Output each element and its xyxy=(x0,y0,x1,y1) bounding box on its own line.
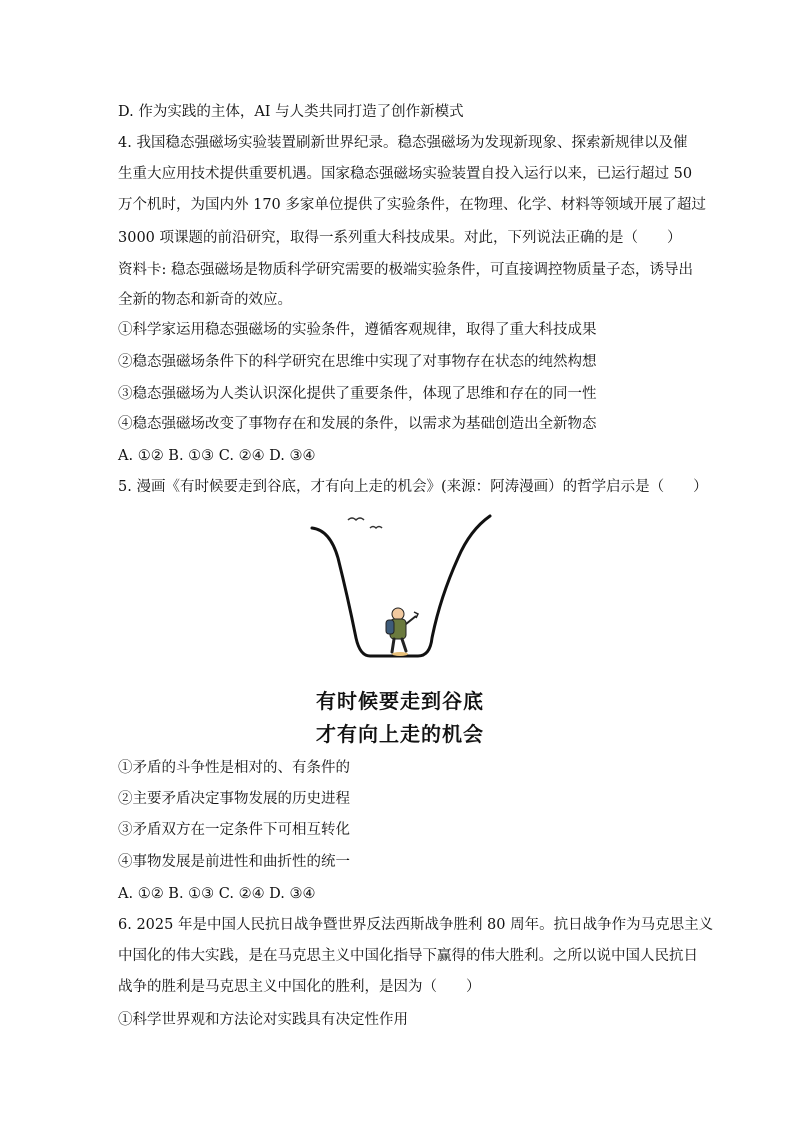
info-card-line-1: 资料卡: 稳态强磁场是物质科学研究需要的极端实验条件，可直接调控物质量子态，诱导出 xyxy=(118,262,693,278)
q5-statement-1: ①矛盾的斗争性是相对的、有条件的 xyxy=(118,760,350,776)
question-4-line-1: 4. 我国稳态强磁场实验装置刷新世界纪录。稳态强磁场为发现新现象、探索新规律以及催 xyxy=(118,135,688,151)
option-d-text: D. 作为实践的主体，AI 与人类共同打造了创作新模式 xyxy=(118,104,464,120)
q5-statement-3: ③矛盾双方在一定条件下可相互转化 xyxy=(118,822,350,838)
q5-answer-options: A. ①② B. ①③ C. ②④ D. ③④ xyxy=(118,886,316,902)
cartoon-caption-line-2: 才有向上走的机会 xyxy=(316,722,484,746)
q4-statement-1: ①科学家运用稳态强磁场的实验条件，遵循客观规律，取得了重大科技成果 xyxy=(118,322,597,338)
info-card-line-2: 全新的物态和新奇的效应。 xyxy=(118,292,292,308)
question-4-line-4: 3000 项课题的前沿研究，取得一系列重大科技成果。对此，下列说法正确的是（ ） xyxy=(118,230,682,246)
valley-cartoon-icon xyxy=(300,508,500,668)
question-4-line-2: 生重大应用技术提供重要机遇。国家稳态强磁场实验装置自投入运行以来，已运行超过 50 xyxy=(118,166,693,182)
q4-statement-4: ④稳态强磁场改变了事物存在和发展的条件，以需求为基础创造出全新物态 xyxy=(118,416,597,432)
question-5-stem: 5. 漫画《有时候要走到谷底，才有向上走的机会》(来源：阿涛漫画）的哲学启示是（ ） xyxy=(118,479,708,495)
question-6-line-3: 战争的胜利是马克思主义中国化的胜利，是因为（ ） xyxy=(118,979,481,995)
q5-statement-4: ④事物发展是前进性和曲折性的统一 xyxy=(118,854,350,870)
q4-answer-options: A. ①② B. ①③ C. ②④ D. ③④ xyxy=(118,448,316,464)
question-6-line-1: 6. 2025 年是中国人民抗日战争暨世界反法西斯战争胜利 80 周年。抗日战争作为马克思主义 xyxy=(118,917,714,933)
q4-statement-2: ②稳态强磁场条件下的科学研究在思维中实现了对事物存在状态的纯然构想 xyxy=(118,354,597,370)
question-6-line-2: 中国化的伟大实践，是在马克思主义中国化指导下赢得的伟大胜利。之所以说中国人民抗日 xyxy=(118,948,698,964)
q6-statement-1: ①科学世界观和方法论对实践具有决定性作用 xyxy=(118,1012,408,1028)
q5-statement-2: ②主要矛盾决定事物发展的历史进程 xyxy=(118,791,350,807)
q4-statement-3: ③稳态强磁场为人类认识深化提供了重要条件，体现了思维和存在的同一性 xyxy=(118,386,597,402)
cartoon-caption-line-1: 有时候要走到谷底 xyxy=(316,689,484,713)
question-4-line-3: 万个机时，为国内外 170 多家单位提供了实验条件，在物理、化学、材料等领域开展了超过 xyxy=(118,197,706,213)
